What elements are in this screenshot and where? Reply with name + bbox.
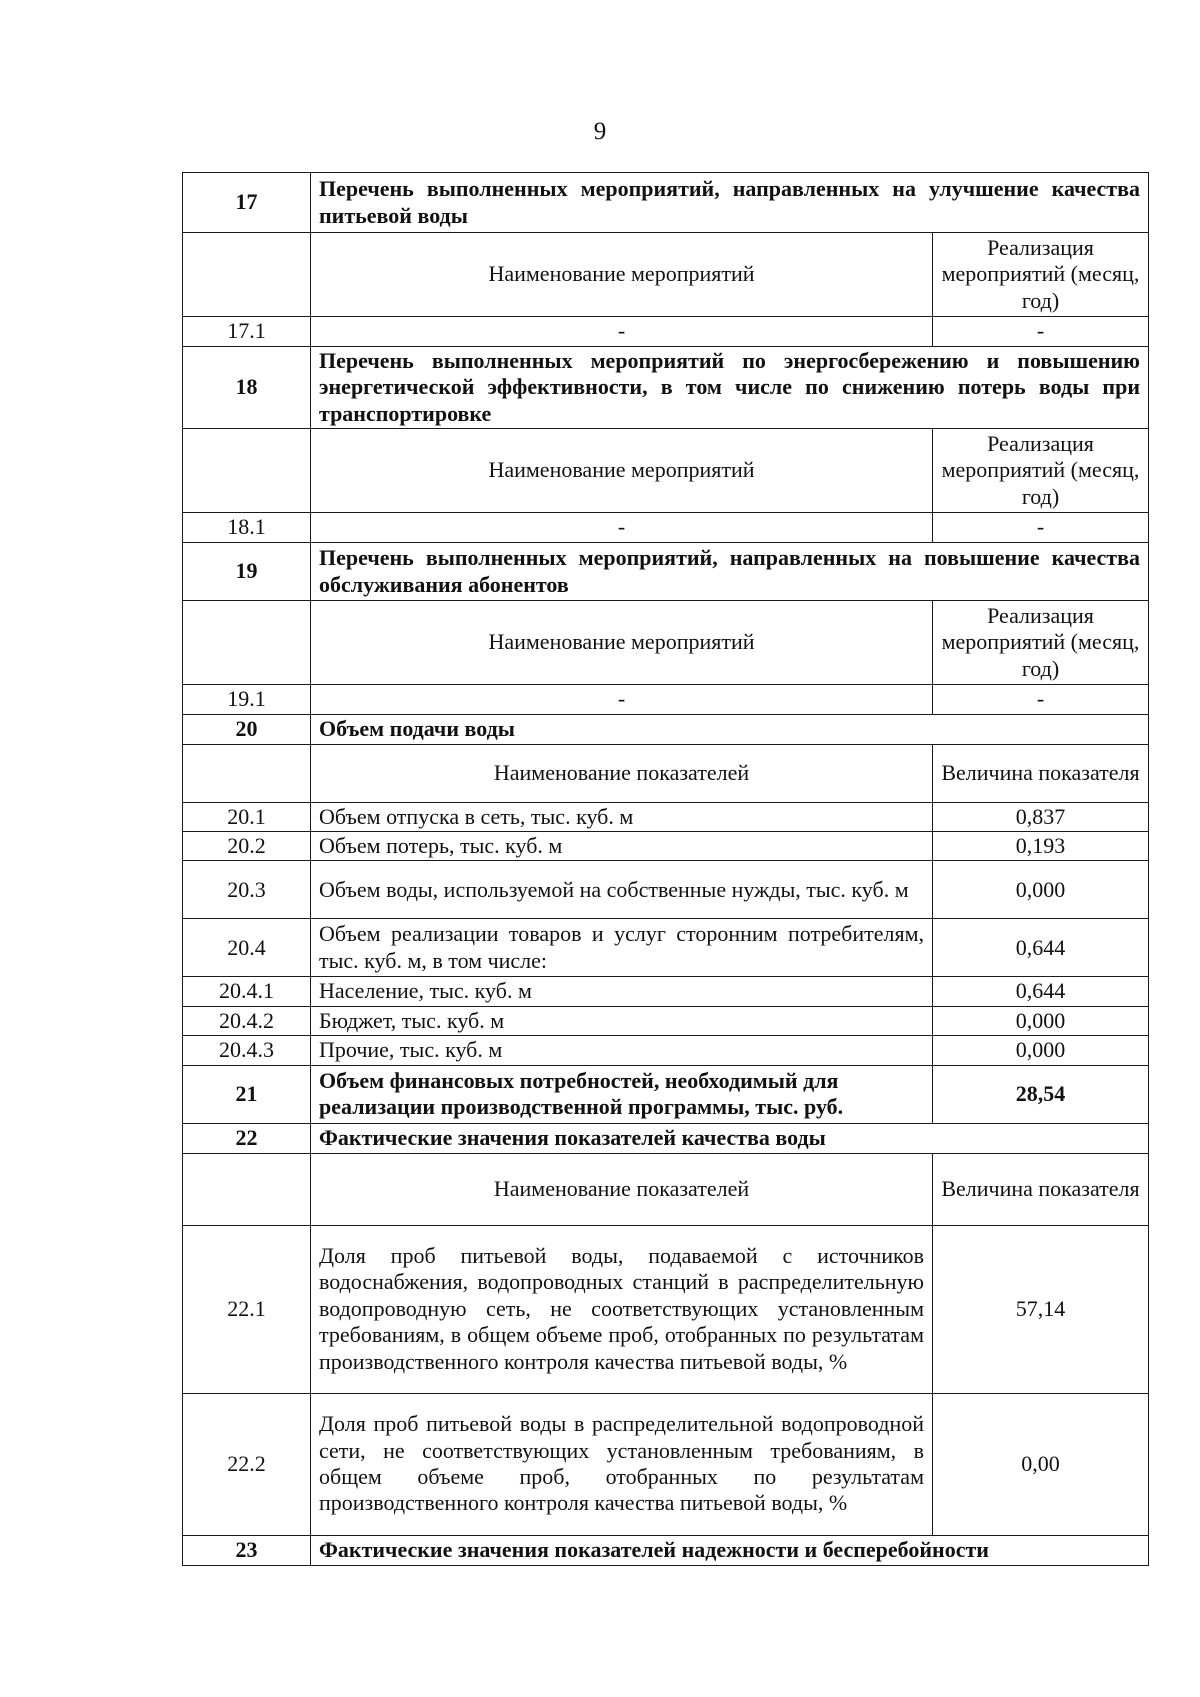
row-name: Доля проб питьевой воды в распределительной водопроводной сети, не соответствующих установленным требованиям, в общем объеме проб, отобранных по результатам производственного контроля качества питьевой воды, %	[311, 1393, 933, 1535]
section-21-row	[183, 1065, 1149, 1123]
table-row	[183, 919, 1149, 977]
section-18-title-row	[183, 347, 1149, 429]
row-number: 22.2	[183, 1393, 311, 1535]
row-number: 17.1	[183, 317, 311, 347]
header-value-cell: Реализация мероприятий (месяц, год)	[933, 429, 1149, 513]
header-value-cell: Величина показателя	[933, 1153, 1149, 1225]
program-table	[182, 172, 1149, 1566]
section-20-title-row	[183, 714, 1149, 744]
section-title: Объем подачи воды	[311, 714, 1149, 744]
row-number: 20.3	[183, 861, 311, 919]
section-title: Объем финансовых потребностей, необходимый для реализации производственной программы, тыс. руб.	[311, 1065, 933, 1123]
row-value: 0,000	[933, 861, 1149, 919]
row-value: 0,193	[933, 831, 1149, 860]
header-name-cell: Наименование показателей	[311, 1153, 933, 1225]
table-row	[183, 831, 1149, 860]
row-value: -	[933, 685, 1149, 714]
header-name-cell: Наименование мероприятий	[311, 601, 933, 685]
row-name: Прочие, тыс. куб. м	[311, 1036, 933, 1065]
row-name: -	[311, 513, 933, 543]
page-number: 9	[593, 118, 607, 145]
table-row	[183, 317, 1149, 347]
section-number: 23	[183, 1535, 311, 1565]
section-17-header-row	[183, 233, 1149, 317]
section-title: Перечень выполненных мероприятий, направленных на повышение качества обслуживания абонентов	[311, 543, 1149, 601]
row-number: 20.1	[183, 802, 311, 831]
row-name: -	[311, 317, 933, 347]
header-empty-cell	[183, 601, 311, 685]
table-row	[183, 977, 1149, 1006]
table-row	[183, 1393, 1149, 1535]
header-value-cell: Реализация мероприятий (месяц, год)	[933, 233, 1149, 317]
row-name: Население, тыс. куб. м	[311, 977, 933, 1006]
row-value: -	[933, 317, 1149, 347]
header-empty-cell	[183, 233, 311, 317]
row-value: 0,644	[933, 977, 1149, 1006]
section-title: Фактические значения показателей качества воды	[311, 1123, 1149, 1153]
section-19-title-row	[183, 543, 1149, 601]
row-number: 19.1	[183, 685, 311, 714]
table-row	[183, 1225, 1149, 1393]
row-number: 22.1	[183, 1225, 311, 1393]
section-value: 28,54	[933, 1065, 1149, 1123]
row-number: 20.4.3	[183, 1036, 311, 1065]
section-title: Перечень выполненных мероприятий, направленных на улучшение качества питьевой воды	[311, 173, 1149, 233]
section-22-header-row	[183, 1153, 1149, 1225]
section-title: Перечень выполненных мероприятий по энергосбережению и повышению энергетической эффективности, в том числе по снижению потерь воды при транспортировке	[311, 347, 1149, 429]
header-empty-cell	[183, 1153, 311, 1225]
row-value: 0,837	[933, 802, 1149, 831]
section-18-header-row	[183, 429, 1149, 513]
row-name: Бюджет, тыс. куб. м	[311, 1006, 933, 1035]
header-empty-cell	[183, 744, 311, 802]
row-number: 20.4	[183, 919, 311, 977]
header-name-cell: Наименование показателей	[311, 744, 933, 802]
row-value: 0,000	[933, 1036, 1149, 1065]
row-value: 0,644	[933, 919, 1149, 977]
row-value: 0,000	[933, 1006, 1149, 1035]
table-row	[183, 802, 1149, 831]
row-name: Объем воды, используемой на собственные нужды, тыс. куб. м	[311, 861, 933, 919]
row-name: -	[311, 685, 933, 714]
table-row	[183, 1006, 1149, 1035]
header-empty-cell	[183, 429, 311, 513]
row-value: 57,14	[933, 1225, 1149, 1393]
row-name: Объем реализации товаров и услуг сторонним потребителям, тыс. куб. м, в том числе:	[311, 919, 933, 977]
row-value: -	[933, 513, 1149, 543]
section-17-title-row	[183, 173, 1149, 233]
section-20-header-row	[183, 744, 1149, 802]
header-value-cell: Величина показателя	[933, 744, 1149, 802]
table-row	[183, 1036, 1149, 1065]
header-value-cell: Реализация мероприятий (месяц, год)	[933, 601, 1149, 685]
section-number: 22	[183, 1123, 311, 1153]
section-number: 18	[183, 347, 311, 429]
section-number: 21	[183, 1065, 311, 1123]
section-number: 17	[183, 173, 311, 233]
section-title: Фактические значения показателей надежности и бесперебойности	[311, 1535, 1149, 1565]
row-value: 0,00	[933, 1393, 1149, 1535]
row-number: 20.2	[183, 831, 311, 860]
section-number: 19	[183, 543, 311, 601]
row-name: Объем потерь, тыс. куб. м	[311, 831, 933, 860]
section-23-title-row	[183, 1535, 1149, 1565]
section-number: 20	[183, 714, 311, 744]
row-number: 20.4.1	[183, 977, 311, 1006]
header-name-cell: Наименование мероприятий	[311, 429, 933, 513]
table-row	[183, 513, 1149, 543]
section-19-header-row	[183, 601, 1149, 685]
row-number: 18.1	[183, 513, 311, 543]
table-row	[183, 685, 1149, 714]
row-name: Доля проб питьевой воды, подаваемой с источников водоснабжения, водопроводных станций в распределительную водопроводную сеть, не соответствующих установленным требованиям, в общем объеме проб, отобранных по результатам производственного контроля качества питьевой воды, %	[311, 1225, 933, 1393]
table-row	[183, 861, 1149, 919]
header-name-cell: Наименование мероприятий	[311, 233, 933, 317]
row-name: Объем отпуска в сеть, тыс. куб. м	[311, 802, 933, 831]
row-number: 20.4.2	[183, 1006, 311, 1035]
section-22-title-row	[183, 1123, 1149, 1153]
